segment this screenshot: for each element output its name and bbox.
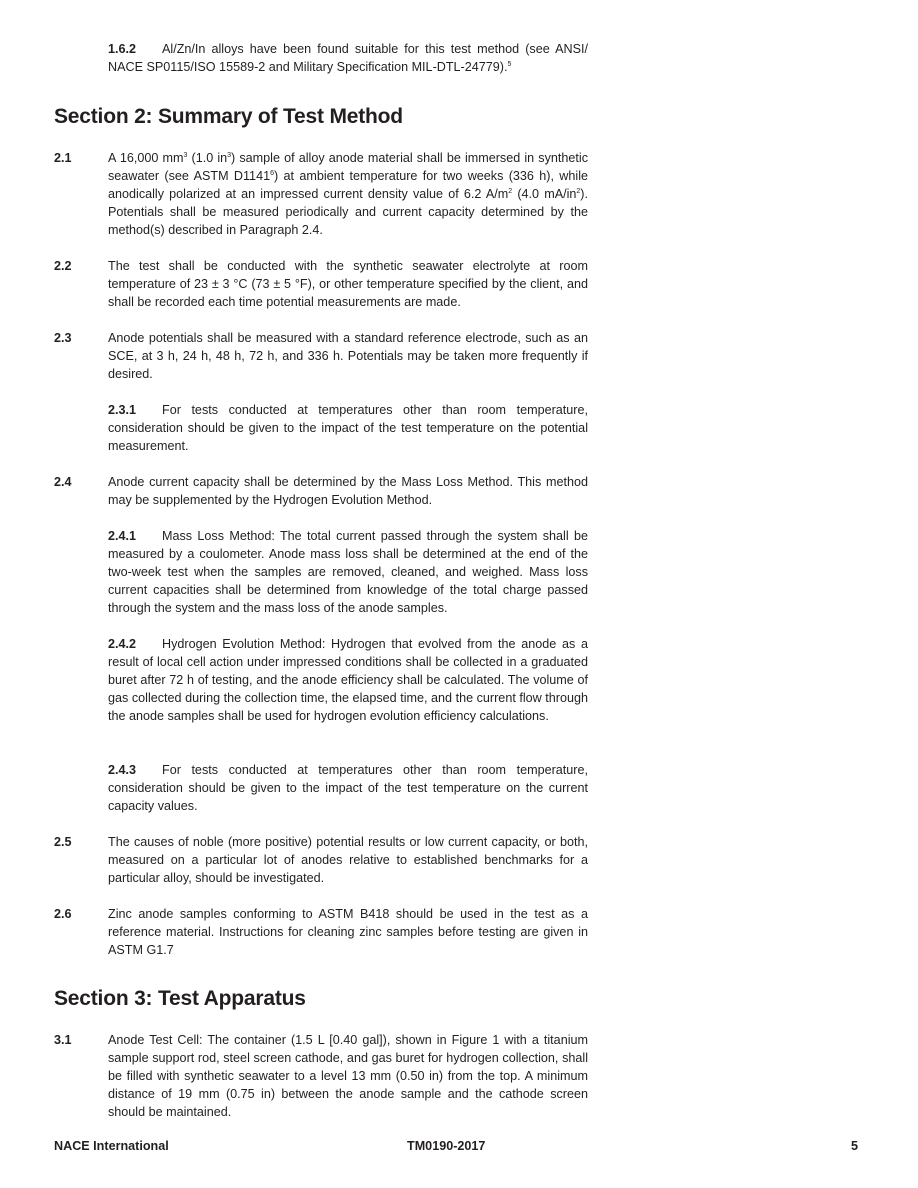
paragraph-number: 1.6.2 (108, 42, 137, 56)
paragraph-number: 2.5 (54, 835, 72, 849)
paragraph-number: 2.4.3 (108, 763, 137, 777)
paragraph-3-1: Anode Test Cell: The container (1.5 L [0.40 gal]), shown in Figure 1 with a titanium sample support rod, steel screen cathode, and gas buret for hydrogen collection, shall be filled with synthetic seawater to a level 13 mm (0.50 in) from the top. A minimum distance of 19 mm (0.75 in) between the anode sample and the cathode screen should be maintained. (108, 1033, 588, 1119)
paragraph-2-6: Zinc anode samples conforming to ASTM B418 should be used in the test as a reference material. Instructions for cleaning zinc samples before testing are given in ASTM G1.7 (108, 907, 588, 957)
paragraph-2-4: Anode current capacity shall be determined by the Mass Loss Method. This method may be supplemented by the Hydrogen Evolution Method. (108, 475, 588, 507)
paragraph-2-4-3 (108, 761, 588, 815)
paragraph-2-4-2 (108, 635, 588, 725)
paragraph-text: For tests conducted at temperatures other than room temperature, consideration should be given to the impact of the test temperature on the current capacity values. (108, 763, 588, 813)
footer-page-number: 5 (851, 1139, 859, 1153)
paragraph-text: Mass Loss Method: The total current passed through the system shall be measured by a coulometer. Anode mass loss shall be determined at the end of the two-week test when the samples are removed, cleaned, and weighed. Mass loss current capacities shall be determined from knowledge of the total charge passed through the system and the mass loss of the anode samples. (108, 529, 588, 615)
footer-organization: NACE International (54, 1139, 169, 1153)
paragraph-text: For tests conducted at temperatures other than room temperature, consideration should be given to the impact of the test temperature on the potential measurement. (108, 403, 588, 453)
paragraph-2-2: The test shall be conducted with the synthetic seawater electrolyte at room temperature of 23 ± 3 °C (73 ± 5 °F), or other temperature specified by the client, and shall be recorded each time potential measurements are made. (108, 259, 588, 309)
paragraph-2-3: Anode potentials shall be measured with a standard reference electrode, such as an SCE, at 3 h, 24 h, 48 h, 72 h, and 336 h. Potentials may be taken more frequently if desired. (108, 331, 588, 381)
section-2-heading: Section 2: Summary of Test Method (54, 105, 403, 128)
paragraph-2-3-1 (108, 401, 588, 455)
paragraph-text: Al/Zn/In alloys have been found suitable for this test method (see ANSI/ NACE SP0115/ISO 15589-2 and Military Specification MIL-DTL-24779). (108, 42, 588, 74)
paragraph-2-5: The causes of noble (more positive) potential results or low current capacity, or both, measured on a particular lot of anodes relative to established benchmarks for a particular alloy, should be investigated. (108, 835, 588, 885)
paragraph-2-1: A 16,000 $mm^3$ (1.0 $in^3$) sample of alloy anode material shall be immersed in synthetic seawater (see ASTM D1141$^6$) at ambient temperature for two weeks (336 h), while anodically polarized at an impressed current density value of 6.2 $A/m^2$ (4.0 $mA/in^2$). Potentials shall be measured periodically and current capacity determined by the method(s) described in Paragraph 2.4. (108, 151, 589, 237)
paragraph-text: Hydrogen Evolution Method: Hydrogen that evolved from the anode as a result of local cell action under impressed conditions shall be collected in a graduated buret after 72 h of testing, and the anode efficiency shall be calculated. The volume of gas collected during the collection time, the elapsed time, and the current flow through the anode samples shall be used for hydrogen evolution efficiency calculations. (108, 637, 588, 723)
paragraph-number: 2.4.2 (108, 637, 137, 651)
paragraph-2-4-1 (108, 527, 588, 617)
paragraph-number: 2.4 (54, 475, 72, 489)
paragraph-number: 2.3.1 (108, 403, 137, 417)
paragraph-number: 3.1 (54, 1033, 72, 1047)
footer-document-number: TM0190-2017 (407, 1139, 486, 1153)
paragraph-number: 2.1 (54, 151, 72, 165)
paragraph-number: 2.4.1 (108, 529, 137, 543)
paragraph-1-6-2 (108, 40, 588, 76)
paragraph-number: 2.2 (54, 259, 72, 273)
paragraph-number: 2.3 (54, 331, 72, 345)
section-3-heading: Section 3: Test Apparatus (54, 987, 306, 1010)
paragraph-number: 2.6 (54, 907, 72, 921)
reference-superscript: 5 (507, 61, 512, 68)
